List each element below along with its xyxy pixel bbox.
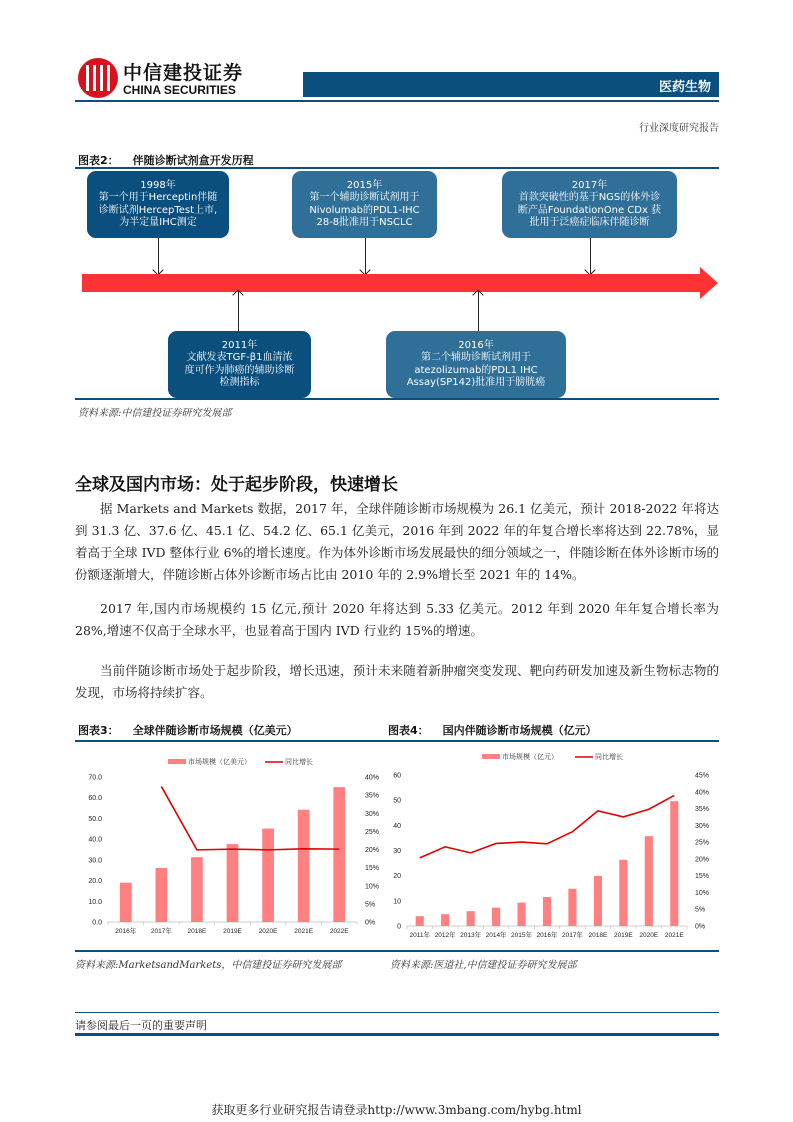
x-tick: 2020E (258, 928, 278, 935)
y-left-tick: 50 (393, 797, 401, 805)
bar (191, 857, 203, 922)
y-right-tick: 15% (365, 865, 380, 873)
x-tick: 2015年 (511, 932, 533, 939)
arrow-up-icon (238, 291, 239, 331)
legend-line-label: 同比增长 (595, 754, 623, 761)
event-year: 1998年 (140, 179, 176, 191)
report-type: 行业深度研究报告 (639, 123, 719, 134)
timeline-event-1998 (87, 171, 229, 238)
bar (645, 836, 653, 926)
y-left-tick: 30 (393, 848, 401, 855)
timeline-event-2015 (292, 171, 437, 238)
y-right-tick: 20% (365, 847, 380, 854)
event-text: 28-8批准用于NSCLC (316, 217, 413, 228)
paragraph-outlook: 当前伴随诊断市场处于起步阶段，增长迅速，预计未来随着新肿瘤突变发现、靶向药研发加速及新生物标志物的发现，市场将持续扩容。 (75, 663, 719, 700)
legend-bar-swatch (168, 759, 186, 764)
bar (262, 829, 274, 922)
logo-text-cn: 中信建投证券 (123, 62, 244, 84)
figure2-bottom-rule (75, 398, 719, 400)
event-text: 断产品FoundationOne CDx 获 (517, 204, 662, 216)
y-right-tick: 10% (365, 883, 380, 891)
figure-caption: 国内伴随诊断市场规模（亿元） (442, 724, 597, 737)
bar (416, 916, 424, 926)
figure4-source: 资料来源:医道社,中信建投证券研究发展部 (390, 960, 577, 971)
x-tick: 2013年 (460, 932, 482, 939)
event-text: 第二个辅助诊断试剂用于 (421, 352, 531, 363)
bar (298, 810, 310, 922)
event-text: 第一个用于Herceptin伴随 (98, 192, 218, 203)
sector-label: 医药生物 (658, 80, 711, 95)
y-right-tick: 30% (695, 822, 710, 830)
bar (155, 868, 167, 922)
chart-global-market (75, 745, 380, 940)
event-text: atezolizumab的PDL1 IHC (414, 364, 538, 376)
event-text: Nivolumab的PDL1-IHC (309, 204, 420, 216)
chart-domestic-market (385, 745, 720, 945)
y-right-tick: 40% (695, 789, 710, 797)
y-right-tick: 40% (365, 774, 380, 782)
bar (543, 897, 551, 926)
footer-bottom-rule (75, 1033, 719, 1036)
timeline-event-2016 (386, 331, 566, 398)
y-right-tick: 5% (365, 901, 376, 909)
timeline-event-2011 (168, 331, 311, 398)
y-left-tick: 30.0 (88, 857, 102, 865)
event-year: 2017年 (571, 179, 608, 191)
y-right-tick: 0% (365, 919, 376, 927)
event-text: 为半定量IHC测定 (119, 217, 197, 228)
figure2-source: 资料来源:中信建投证券研究发展部 (78, 408, 232, 419)
sector-banner (303, 72, 719, 97)
x-tick: 2020E (639, 932, 659, 939)
bar (333, 787, 345, 922)
y-right-tick: 35% (695, 806, 710, 814)
y-right-tick: 10% (695, 889, 710, 897)
x-tick: 2021E (294, 928, 314, 935)
event-year: 2016年 (458, 339, 494, 351)
y-left-tick: 60 (393, 772, 401, 780)
company-logo (78, 58, 258, 100)
event-year: 2011年 (221, 339, 258, 351)
timeline-arrow-icon (82, 267, 718, 299)
citic-logo-icon (78, 58, 118, 98)
y-left-tick: 0.0 (92, 919, 102, 927)
legend-bar-label: 市场规模（亿美元） (188, 759, 251, 766)
header-divider (75, 100, 719, 102)
event-text: Assay(SP142)批准用于膀胱癌 (406, 377, 546, 388)
paragraph-global-market: 据 Markets and Markets 数据，2017 年，全球伴随诊断市场规模为 26.1 亿美元，预计 2018-2022 年将达到 31.3 亿、37.6 亿、45.1 亿、54.2 亿、65.1 亿美元，2016 年到 2022 年的年复合增长率将达到 22.78%，显着高于全球 IVD 整体行业 6%的增长速度。作为体外诊断市场发展最快的细分领域之一，伴随诊断在体外诊断市场的份额逐渐增大，伴随诊断占体外诊断市场占比由 2010 年的 2.9%增长至 2021 年的 14%。 (75, 501, 719, 582)
section-heading: 全球及国内市场：处于起步阶段，快速增长 (75, 475, 398, 495)
bar (467, 911, 475, 926)
bar (619, 860, 627, 926)
event-text: 文献发表TGF-β1血清浓 (186, 352, 293, 363)
x-tick: 2014年 (485, 932, 507, 939)
legend-bar-label: 市场规模（亿元） (502, 754, 558, 761)
y-right-tick: 25% (365, 828, 380, 836)
growth-line (161, 786, 339, 849)
y-left-tick: 60.0 (88, 795, 102, 803)
growth-line (420, 795, 675, 857)
disclaimer-note: 请参阅最后一页的重要声明 (75, 1019, 207, 1032)
x-tick: 2017年 (561, 932, 583, 939)
x-tick: 2018E (187, 928, 207, 935)
y-right-tick: 15% (695, 873, 710, 881)
y-left-tick: 20 (393, 873, 401, 881)
y-right-tick: 5% (695, 906, 706, 914)
x-tick: 2022E (329, 928, 349, 935)
x-tick: 2016年 (115, 928, 137, 935)
timeline-event-2017 (502, 171, 677, 238)
event-text: 诊断试剂HercepTest上市, (98, 204, 218, 216)
bar (517, 903, 525, 926)
y-left-tick: 40.0 (88, 836, 102, 844)
arrow-up-icon (478, 291, 479, 331)
y-left-tick: 10.0 (88, 898, 102, 906)
event-text: 度可作为肺癌的辅助诊断 (184, 364, 295, 376)
y-left-tick: 70.0 (88, 774, 102, 782)
event-text: 首款突破性的基于NGS的体外诊 (518, 192, 661, 203)
bar (568, 889, 576, 926)
bar (594, 876, 602, 926)
y-left-tick: 20.0 (88, 878, 102, 886)
bar (227, 844, 239, 922)
x-tick: 2021E (664, 932, 684, 939)
event-text: 第一个辅助诊断试剂用于 (309, 192, 420, 203)
x-tick: 2019E (613, 932, 633, 939)
y-right-tick: 25% (695, 839, 710, 847)
paragraph-domestic-market: 2017 年,国内市场规模约 15 亿元,预计 2020 年将达到 5.33 亿美元。2012 年到 2020 年年复合增长率为 28%,增速不仅高于全球水平，也显着高于国内 IVD 行业约 15%的增速。 (75, 601, 719, 638)
figure4-title (388, 722, 597, 738)
x-tick: 2018E (588, 932, 608, 939)
y-left-tick: 50.0 (88, 815, 102, 823)
figure-caption: 全球伴随诊断市场规模（亿美元） (132, 724, 298, 737)
y-right-tick: 45% (695, 772, 710, 780)
x-tick: 2011年 (409, 932, 430, 939)
bar (120, 883, 132, 922)
more-reports-link[interactable]: 获取更多行业研究报告请登录http://www.3mbang.com/hybg.html (211, 1103, 582, 1117)
x-tick: 2017年 (150, 928, 172, 935)
y-right-tick: 0% (695, 923, 706, 931)
x-tick: 2012年 (434, 932, 456, 939)
figure3-source: 资料来源:MarketsandMarkets，中信建投证券研究发展部 (75, 960, 342, 971)
footer-top-rule (75, 1012, 719, 1013)
figure-number: 图表4： (388, 724, 429, 737)
figures-bottom-rule (75, 950, 719, 952)
legend-bar-swatch (482, 754, 500, 759)
y-right-tick: 30% (365, 810, 380, 818)
figure-number: 图表2： (78, 154, 119, 167)
figures-top-rule (75, 740, 719, 742)
event-text: 批用于泛癌症临床伴随诊断 (529, 217, 650, 228)
figure2-title (78, 152, 254, 168)
x-tick: 2019E (223, 928, 242, 935)
bar (492, 908, 500, 926)
figure-caption: 伴随诊断试剂盒开发历程 (132, 154, 254, 167)
legend-line-label: 同比增长 (285, 759, 313, 766)
y-left-tick: 0 (397, 923, 401, 931)
y-left-tick: 10 (393, 898, 401, 906)
y-right-tick: 35% (365, 792, 380, 800)
event-year: 2015年 (346, 179, 383, 191)
x-tick: 2016年 (536, 932, 558, 939)
logo-text-en: CHINA SECURITIES (123, 83, 236, 97)
figure2-top-rule (75, 167, 719, 169)
figure-number: 图表3： (78, 724, 119, 737)
event-text: 检测指标 (219, 377, 260, 388)
y-left-tick: 40 (393, 822, 401, 830)
bar (670, 801, 678, 926)
y-right-tick: 20% (695, 856, 710, 864)
figure3-title (78, 722, 298, 738)
bar (441, 914, 449, 926)
